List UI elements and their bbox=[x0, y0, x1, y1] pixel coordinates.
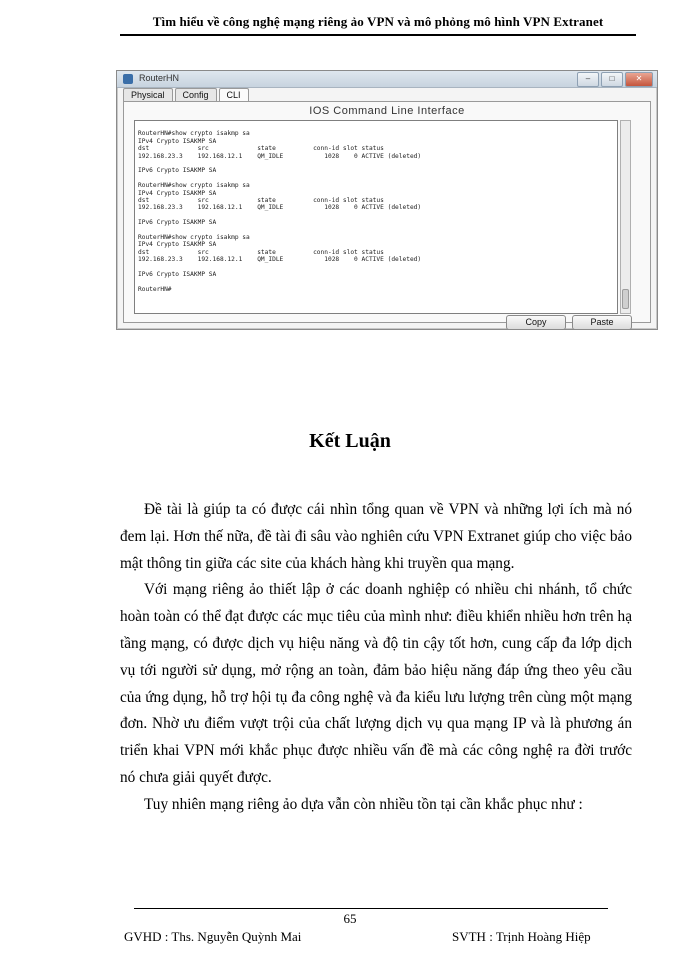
tab-config[interactable]: Config bbox=[175, 88, 217, 101]
window-title: RouterHN bbox=[139, 73, 180, 83]
body-text bbox=[120, 497, 632, 819]
footer-divider bbox=[134, 908, 608, 909]
terminal-line: IPv6 Crypto ISAKMP SA bbox=[138, 219, 217, 227]
scrollbar-thumb[interactable] bbox=[622, 289, 629, 309]
terminal-line bbox=[138, 226, 614, 233]
paragraph: Với mạng riêng ảo thiết lập ở các doanh nghiệp có nhiều chi nhánh, tổ chức hoàn toàn có thể đạt được các mục tiêu của mình như: điều khiển nhiều hơn trên hạ tầng mạng, có được dịch vụ hiệu năng và độ tin cậy tốt hơn, cung cấp đa lớp dịch vụ tới người sử dụng, mở rộng an toàn, đảm bảo hiệu năng đáp ứng theo yêu cầu của ứng dụng, hỗ trợ hội tụ đa công nghệ và đa kiểu lưu lượng trên cùng một mạng đơn. Nhờ ưu điểm vượt trội của chất lượng dịch vụ qua mạng IP và là phương án triển khai VPN mới khắc phục được nhiều vấn đề mà các công nghệ ra đời trước nó chưa giải quyết được. bbox=[120, 581, 632, 786]
terminal-line: RouterHN#show crypto isakmp sa bbox=[138, 233, 250, 241]
terminal-line: IPv4 Crypto ISAKMP SA bbox=[138, 137, 217, 145]
terminal-line: RouterHN# bbox=[138, 285, 172, 293]
terminal-line: RouterHN#show crypto isakmp sa bbox=[138, 182, 250, 190]
paste-button[interactable]: Paste bbox=[572, 315, 632, 330]
terminal-line: 192.168.23.3 192.168.12.1 QM_IDLE 1028 0 ACTIVE (deleted) bbox=[138, 204, 422, 212]
terminal-line: dst src state conn-id slot status bbox=[138, 248, 384, 256]
paragraph: Tuy nhiên mạng riêng ảo dựa vẫn còn nhiều tồn tại cần khắc phục như : bbox=[144, 795, 583, 813]
cli-panel bbox=[123, 101, 651, 327]
maximize-icon[interactable]: □ bbox=[601, 72, 623, 87]
window-controls bbox=[577, 72, 653, 87]
page-header-title: Tìm hiểu về công nghệ mạng riêng ảo VPN và mô phỏng mô hình VPN Extranet bbox=[152, 14, 604, 29]
terminal-line: dst src state conn-id slot status bbox=[138, 145, 384, 153]
terminal-line: IPv6 Crypto ISAKMP SA bbox=[138, 270, 217, 278]
terminal-line bbox=[138, 123, 614, 130]
terminal-line bbox=[138, 212, 614, 219]
copy-button[interactable]: Copy bbox=[506, 315, 566, 330]
terminal-line: RouterHN#show crypto isakmp sa bbox=[138, 130, 250, 138]
tab-physical[interactable]: Physical bbox=[123, 88, 173, 101]
footer-advisor: GVHD : Ths. Nguyễn Quỳnh Mai bbox=[124, 929, 302, 944]
terminal-line bbox=[138, 263, 614, 270]
terminal-line: dst src state conn-id slot status bbox=[138, 196, 384, 204]
section-heading: Kết Luận bbox=[309, 430, 391, 452]
paragraph: Đề tài là giúp ta có được cái nhìn tổng quan về VPN và những lợi ích mà nó đem lại. Hơn thế nữa, đề tài đi sâu vào nghiên cứu VPN Extranet giúp cho việc bảo mật thông tin giữa các site của khách hàng khi truyền qua mạng. bbox=[120, 501, 632, 572]
terminal-line bbox=[138, 278, 614, 285]
terminal-line: IPv4 Crypto ISAKMP SA bbox=[138, 241, 217, 249]
terminal-scrollbar[interactable] bbox=[620, 120, 631, 314]
close-icon[interactable]: ✕ bbox=[625, 72, 653, 87]
terminal-line: 192.168.23.3 192.168.12.1 QM_IDLE 1028 0 ACTIVE (deleted) bbox=[138, 152, 422, 160]
minimize-icon[interactable]: – bbox=[577, 72, 599, 87]
router-app-icon bbox=[123, 74, 133, 84]
device-tabs bbox=[123, 88, 249, 101]
footer-student: SVTH : Trịnh Hoàng Hiệp bbox=[452, 929, 591, 944]
header-divider bbox=[120, 34, 636, 36]
panel-title: IOS Command Line Interface bbox=[309, 105, 465, 117]
terminal-line: IPv4 Crypto ISAKMP SA bbox=[138, 189, 217, 197]
terminal-line: IPv6 Crypto ISAKMP SA bbox=[138, 167, 217, 175]
terminal-line bbox=[138, 175, 614, 182]
terminal-line: 192.168.23.3 192.168.12.1 QM_IDLE 1028 0 ACTIVE (deleted) bbox=[138, 256, 422, 264]
window-titlebar bbox=[117, 71, 657, 88]
terminal-output[interactable] bbox=[134, 120, 618, 314]
cli-screenshot-window bbox=[116, 70, 658, 330]
terminal-line bbox=[138, 160, 614, 167]
page-number: 65 bbox=[343, 911, 357, 926]
tab-cli[interactable]: CLI bbox=[219, 88, 249, 101]
